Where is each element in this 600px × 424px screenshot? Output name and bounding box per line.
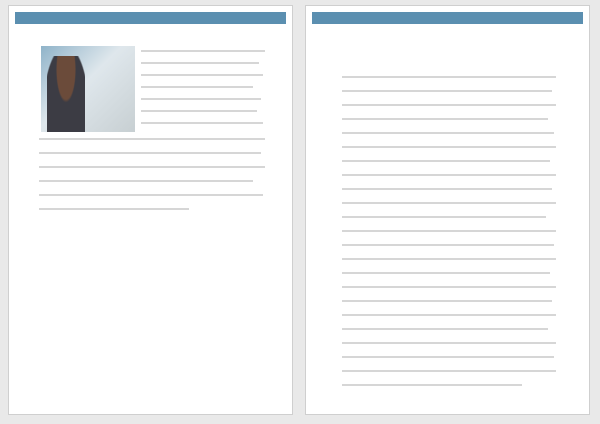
section-header-band — [15, 12, 286, 24]
text-placeholder-line — [141, 122, 263, 124]
text-placeholder-line — [342, 104, 556, 106]
text-placeholder-line — [342, 356, 554, 358]
text-placeholder-line — [342, 188, 552, 190]
text-placeholder-line — [39, 166, 265, 168]
text-placeholder-line — [342, 202, 556, 204]
text-placeholder-line — [342, 230, 556, 232]
text-placeholder-line — [342, 272, 550, 274]
text-placeholder-line — [342, 90, 552, 92]
article-photo — [41, 46, 135, 132]
text-placeholder-line — [342, 76, 556, 78]
section-header-band — [312, 12, 583, 24]
text-placeholder-line — [342, 244, 554, 246]
text-placeholder-line — [39, 180, 253, 182]
text-placeholder-line — [141, 62, 259, 64]
text-placeholder-line — [342, 314, 556, 316]
text-placeholder-line — [39, 194, 263, 196]
text-placeholder-line — [342, 328, 548, 330]
text-placeholder-line — [39, 138, 265, 140]
text-placeholder-line — [342, 342, 556, 344]
text-placeholder-line — [141, 74, 263, 76]
text-placeholder-line — [141, 98, 261, 100]
text-placeholder-line — [39, 208, 189, 210]
text-placeholder-line — [141, 50, 265, 52]
text-placeholder-line — [342, 286, 556, 288]
text-placeholder-line — [342, 384, 522, 386]
text-placeholder-line — [39, 152, 261, 154]
text-placeholder-line — [342, 160, 550, 162]
text-placeholder-line — [342, 118, 548, 120]
text-placeholder-line — [342, 132, 554, 134]
text-placeholder-line — [342, 258, 556, 260]
text-placeholder-line — [141, 86, 253, 88]
photo-person — [47, 56, 85, 132]
text-placeholder-line — [141, 110, 257, 112]
right-page — [305, 5, 590, 415]
text-placeholder-line — [342, 370, 556, 372]
text-placeholder-line — [342, 174, 556, 176]
text-placeholder-line — [342, 146, 556, 148]
text-placeholder-line — [342, 300, 552, 302]
text-placeholder-line — [342, 216, 546, 218]
left-page — [8, 5, 293, 415]
